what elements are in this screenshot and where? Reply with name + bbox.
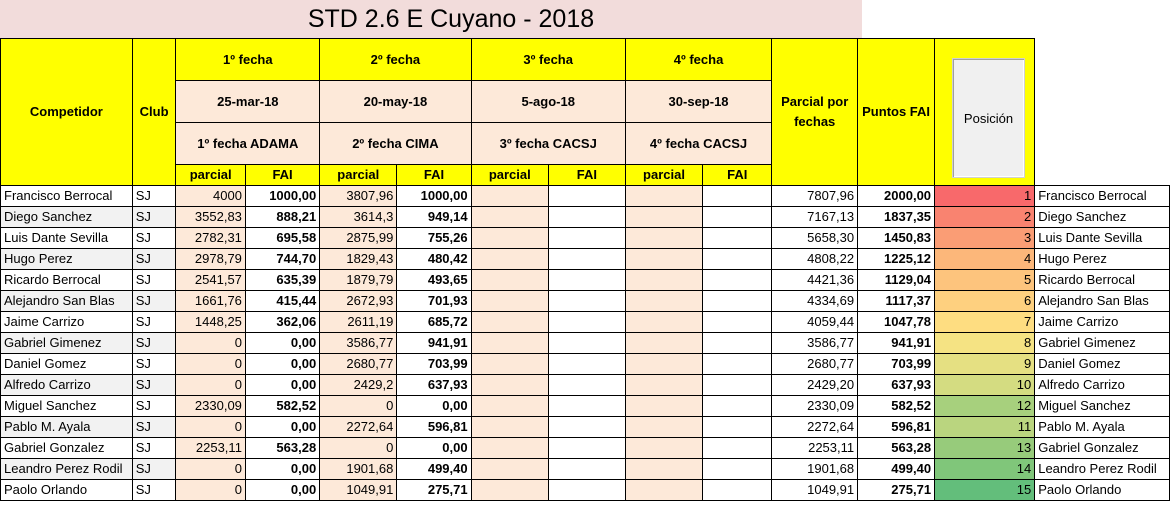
fai-points-cell[interactable]: 499,40 (858, 459, 935, 480)
competitor-name[interactable]: Miguel Sanchez (1, 396, 133, 417)
fai-4-cell[interactable] (703, 480, 772, 501)
fai-3-cell[interactable] (548, 354, 625, 375)
fai-1-cell[interactable]: 582,52 (245, 396, 319, 417)
fai-2-cell[interactable]: 755,26 (397, 228, 471, 249)
competitor-name[interactable]: Gabriel Gimenez (1, 333, 133, 354)
parcial-1-cell[interactable]: 4000 (176, 186, 245, 207)
club-cell[interactable]: SJ (132, 396, 176, 417)
position-cell[interactable]: 4 (935, 249, 1035, 270)
parcial-2-cell[interactable]: 2875,99 (320, 228, 397, 249)
partial-total-cell[interactable]: 4059,44 (772, 312, 858, 333)
parcial-4-cell[interactable] (625, 249, 702, 270)
ranked-name-cell[interactable]: Daniel Gomez (1035, 354, 1170, 375)
ranked-name-cell[interactable]: Pablo M. Ayala (1035, 417, 1170, 438)
fai-4-cell[interactable] (703, 438, 772, 459)
parcial-3-cell[interactable] (471, 375, 548, 396)
fai-1-cell[interactable]: 635,39 (245, 270, 319, 291)
parcial-1-cell[interactable]: 0 (176, 333, 245, 354)
fai-1-cell[interactable]: 563,28 (245, 438, 319, 459)
parcial-header-2: parcial (320, 165, 397, 186)
fai-4-cell[interactable] (703, 186, 772, 207)
parcial-4-cell[interactable] (625, 480, 702, 501)
event-3: 3º fecha CACSJ (471, 123, 625, 165)
date-3: 5-ago-18 (471, 81, 625, 123)
fai-2-cell[interactable]: 637,93 (397, 375, 471, 396)
parcial-2-cell[interactable]: 3614,3 (320, 207, 397, 228)
parcial-3-cell[interactable] (471, 186, 548, 207)
competitor-name[interactable]: Jaime Carrizo (1, 312, 133, 333)
partial-total-cell[interactable]: 2429,20 (772, 375, 858, 396)
fai-2-cell[interactable]: 275,71 (397, 480, 471, 501)
partial-total-cell[interactable]: 7167,13 (772, 207, 858, 228)
parcial-2-cell[interactable]: 3807,96 (320, 186, 397, 207)
fai-header-3: FAI (548, 165, 625, 186)
parcial-2-cell[interactable]: 2611,19 (320, 312, 397, 333)
round-1-header: 1º fecha (176, 39, 320, 81)
parcial-2-cell[interactable]: 2429,2 (320, 375, 397, 396)
parcial-header-4: parcial (625, 165, 702, 186)
position-cell[interactable]: 1 (935, 186, 1035, 207)
club-cell[interactable]: SJ (132, 249, 176, 270)
fai-4-cell[interactable] (703, 354, 772, 375)
ranked-name-cell[interactable]: Gabriel Gimenez (1035, 333, 1170, 354)
table-row (1, 354, 1170, 375)
parcial-3-cell[interactable] (471, 207, 548, 228)
fai-2-cell[interactable]: 493,65 (397, 270, 471, 291)
fai-3-cell[interactable] (548, 312, 625, 333)
fai-1-cell[interactable]: 888,21 (245, 207, 319, 228)
fai-points-cell[interactable]: 1047,78 (858, 312, 935, 333)
club-cell[interactable]: SJ (132, 312, 176, 333)
fai-points-cell[interactable]: 1837,35 (858, 207, 935, 228)
table-row (1, 396, 1170, 417)
fai-4-cell[interactable] (703, 396, 772, 417)
parcial-1-cell[interactable]: 3552,83 (176, 207, 245, 228)
position-cell[interactable]: 9 (935, 354, 1035, 375)
parcial-2-cell[interactable]: 1049,91 (320, 480, 397, 501)
parcial-2-cell[interactable]: 0 (320, 396, 397, 417)
table-row (1, 375, 1170, 396)
fai-4-cell[interactable] (703, 417, 772, 438)
competitor-name[interactable]: Gabriel Gonzalez (1, 438, 133, 459)
ranked-name-cell[interactable]: Alejandro San Blas (1035, 291, 1170, 312)
position-cell[interactable]: 12 (935, 396, 1035, 417)
club-cell[interactable]: SJ (132, 375, 176, 396)
fai-4-cell[interactable] (703, 228, 772, 249)
parcial-4-cell[interactable] (625, 438, 702, 459)
parcial-1-cell[interactable]: 2541,57 (176, 270, 245, 291)
fai-4-cell[interactable] (703, 333, 772, 354)
ranked-name-cell[interactable]: Jaime Carrizo (1035, 312, 1170, 333)
partial-total-cell[interactable]: 3586,77 (772, 333, 858, 354)
fai-3-cell[interactable] (548, 438, 625, 459)
fai-1-cell[interactable]: 1000,00 (245, 186, 319, 207)
parcial-1-cell[interactable]: 0 (176, 417, 245, 438)
fai-points-cell[interactable]: 596,81 (858, 417, 935, 438)
position-cell[interactable]: 10 (935, 375, 1035, 396)
parcial-3-cell[interactable] (471, 459, 548, 480)
fai-2-cell[interactable]: 949,14 (397, 207, 471, 228)
parcial-3-cell[interactable] (471, 438, 548, 459)
fai-3-cell[interactable] (548, 228, 625, 249)
parcial-2-cell[interactable]: 2680,77 (320, 354, 397, 375)
fai-3-cell[interactable] (548, 480, 625, 501)
fai-3-cell[interactable] (548, 417, 625, 438)
fai-2-cell[interactable]: 1000,00 (397, 186, 471, 207)
club-cell[interactable]: SJ (132, 207, 176, 228)
fai-3-cell[interactable] (548, 459, 625, 480)
fai-points-cell[interactable]: 941,91 (858, 333, 935, 354)
fai-4-cell[interactable] (703, 375, 772, 396)
fai-4-cell[interactable] (703, 312, 772, 333)
table-row (1, 417, 1170, 438)
competitor-name[interactable]: Pablo M. Ayala (1, 417, 133, 438)
parcial-1-cell[interactable]: 2782,31 (176, 228, 245, 249)
parcial-2-cell[interactable]: 1879,79 (320, 270, 397, 291)
fai-header-4: FAI (703, 165, 772, 186)
fai-points-cell[interactable]: 2000,00 (858, 186, 935, 207)
fai-1-cell[interactable]: 744,70 (245, 249, 319, 270)
table-row (1, 249, 1170, 270)
club-cell[interactable]: SJ (132, 417, 176, 438)
position-cell[interactable]: 13 (935, 438, 1035, 459)
fai-4-cell[interactable] (703, 207, 772, 228)
fai-3-cell[interactable] (548, 291, 625, 312)
club-cell[interactable]: SJ (132, 459, 176, 480)
position-cell[interactable]: 15 (935, 480, 1035, 501)
ranked-name-cell[interactable]: Paolo Orlando (1035, 480, 1170, 501)
fai-points-cell[interactable]: 582,52 (858, 396, 935, 417)
parcial-3-cell[interactable] (471, 417, 548, 438)
position-cell[interactable]: 14 (935, 459, 1035, 480)
competitor-name[interactable]: Hugo Perez (1, 249, 133, 270)
fai-points-header: Puntos FAI (858, 39, 935, 186)
fai-1-cell[interactable]: 0,00 (245, 375, 319, 396)
table-row (1, 228, 1170, 249)
ranked-name-cell[interactable]: Luis Dante Sevilla (1035, 228, 1170, 249)
table-row (1, 291, 1170, 312)
parcial-3-cell[interactable] (471, 396, 548, 417)
competitor-name[interactable]: Diego Sanchez (1, 207, 133, 228)
club-cell[interactable]: SJ (132, 333, 176, 354)
parcial-1-cell[interactable]: 0 (176, 459, 245, 480)
competitor-name[interactable]: Ricardo Berrocal (1, 270, 133, 291)
competitor-name[interactable]: Luis Dante Sevilla (1, 228, 133, 249)
parcial-2-cell[interactable]: 2672,93 (320, 291, 397, 312)
parcial-2-cell[interactable]: 0 (320, 438, 397, 459)
fai-points-cell[interactable]: 1129,04 (858, 270, 935, 291)
parcial-4-cell[interactable] (625, 417, 702, 438)
fai-4-cell[interactable] (703, 249, 772, 270)
parcial-3-cell[interactable] (471, 270, 548, 291)
fai-1-cell[interactable]: 0,00 (245, 480, 319, 501)
partial-total-cell[interactable]: 4334,69 (772, 291, 858, 312)
competitor-header: Competidor (1, 39, 133, 186)
ranked-name-cell[interactable]: Leandro Perez Rodil (1035, 459, 1170, 480)
parcial-4-cell[interactable] (625, 186, 702, 207)
position-cell[interactable]: 5 (935, 270, 1035, 291)
parcial-header-1: parcial (176, 165, 245, 186)
date-4: 30-sep-18 (625, 81, 771, 123)
position-cell[interactable]: 11 (935, 417, 1035, 438)
parcial-3-cell[interactable] (471, 354, 548, 375)
partial-total-cell[interactable]: 1901,68 (772, 459, 858, 480)
partial-total-cell[interactable]: 2272,64 (772, 417, 858, 438)
ranked-name-cell[interactable]: Alfredo Carrizo (1035, 375, 1170, 396)
fai-3-cell[interactable] (548, 375, 625, 396)
position-cell[interactable]: 2 (935, 207, 1035, 228)
parcial-2-cell[interactable]: 1829,43 (320, 249, 397, 270)
competitor-name[interactable]: Daniel Gomez (1, 354, 133, 375)
event-4: 4º fecha CACSJ (625, 123, 771, 165)
fai-4-cell[interactable] (703, 459, 772, 480)
fai-points-cell[interactable]: 1225,12 (858, 249, 935, 270)
competitor-name[interactable]: Francisco Berrocal (1, 186, 133, 207)
round-2-header: 2º fecha (320, 39, 471, 81)
position-cell[interactable]: 8 (935, 333, 1035, 354)
parcial-2-cell[interactable]: 3586,77 (320, 333, 397, 354)
fai-3-cell[interactable] (548, 207, 625, 228)
fai-1-cell[interactable]: 415,44 (245, 291, 319, 312)
club-cell[interactable]: SJ (132, 291, 176, 312)
parcial-1-cell[interactable]: 0 (176, 480, 245, 501)
fai-1-cell[interactable]: 0,00 (245, 417, 319, 438)
fai-2-cell[interactable]: 703,99 (397, 354, 471, 375)
parcial-2-cell[interactable]: 1901,68 (320, 459, 397, 480)
fai-1-cell[interactable]: 695,58 (245, 228, 319, 249)
table-row (1, 186, 1170, 207)
fai-header-2: FAI (397, 165, 471, 186)
parcial-3-cell[interactable] (471, 249, 548, 270)
parcial-4-cell[interactable] (625, 228, 702, 249)
fai-1-cell[interactable]: 0,00 (245, 354, 319, 375)
ranked-name-cell[interactable]: Miguel Sanchez (1035, 396, 1170, 417)
competitor-name[interactable]: Leandro Perez Rodil (1, 459, 133, 480)
ranked-name-cell[interactable]: Ricardo Berrocal (1035, 270, 1170, 291)
position-cell[interactable]: 7 (935, 312, 1035, 333)
table-row (1, 480, 1170, 501)
partial-total-cell[interactable]: 1049,91 (772, 480, 858, 501)
partial-total-cell[interactable]: 4421,36 (772, 270, 858, 291)
partial-total-cell[interactable]: 4808,22 (772, 249, 858, 270)
partial-total-cell[interactable]: 2680,77 (772, 354, 858, 375)
fai-1-cell[interactable]: 0,00 (245, 333, 319, 354)
parcial-3-cell[interactable] (471, 291, 548, 312)
club-cell[interactable]: SJ (132, 228, 176, 249)
fai-points-cell[interactable]: 637,93 (858, 375, 935, 396)
partial-total-cell[interactable]: 2330,09 (772, 396, 858, 417)
ranked-name-cell[interactable]: Hugo Perez (1035, 249, 1170, 270)
fai-points-cell[interactable]: 1117,37 (858, 291, 935, 312)
club-header: Club (132, 39, 176, 186)
parcial-4-cell[interactable] (625, 333, 702, 354)
ranked-name-cell[interactable]: Francisco Berrocal (1035, 186, 1170, 207)
fai-2-cell[interactable]: 499,40 (397, 459, 471, 480)
event-2: 2º fecha CIMA (320, 123, 471, 165)
fai-2-cell[interactable]: 0,00 (397, 438, 471, 459)
parcial-4-cell[interactable] (625, 459, 702, 480)
parcial-4-cell[interactable] (625, 312, 702, 333)
parcial-3-cell[interactable] (471, 480, 548, 501)
club-cell[interactable]: SJ (132, 438, 176, 459)
fai-2-cell[interactable]: 685,72 (397, 312, 471, 333)
competitor-name[interactable]: Paolo Orlando (1, 480, 133, 501)
table-row (1, 438, 1170, 459)
fai-3-cell[interactable] (548, 333, 625, 354)
competitor-name[interactable]: Alejandro San Blas (1, 291, 133, 312)
fai-4-cell[interactable] (703, 270, 772, 291)
ranked-name-cell[interactable]: Gabriel Gonzalez (1035, 438, 1170, 459)
fai-3-cell[interactable] (548, 396, 625, 417)
parcial-4-cell[interactable] (625, 291, 702, 312)
fai-header-1: FAI (245, 165, 319, 186)
position-cell[interactable]: 3 (935, 228, 1035, 249)
table-row (1, 312, 1170, 333)
table-row (1, 270, 1170, 291)
club-cell[interactable]: SJ (132, 270, 176, 291)
parcial-3-cell[interactable] (471, 312, 548, 333)
fai-points-cell[interactable]: 563,28 (858, 438, 935, 459)
parcial-4-cell[interactable] (625, 270, 702, 291)
parcial-3-cell[interactable] (471, 228, 548, 249)
parcial-4-cell[interactable] (625, 396, 702, 417)
partial-total-cell[interactable]: 7807,96 (772, 186, 858, 207)
date-2: 20-may-18 (320, 81, 471, 123)
fai-2-cell[interactable]: 480,42 (397, 249, 471, 270)
partial-total-cell[interactable]: 2253,11 (772, 438, 858, 459)
position-cell[interactable]: 6 (935, 291, 1035, 312)
parcial-1-cell[interactable]: 0 (176, 354, 245, 375)
partial-total-cell[interactable]: 5658,30 (772, 228, 858, 249)
parcial-1-cell[interactable]: 0 (176, 375, 245, 396)
sheet-title: STD 2.6 E Cuyano - 2018 (307, 4, 595, 33)
club-cell[interactable]: SJ (132, 480, 176, 501)
parcial-header-3: parcial (471, 165, 548, 186)
fai-points-cell[interactable]: 703,99 (858, 354, 935, 375)
club-cell[interactable]: SJ (132, 186, 176, 207)
event-1: 1º fecha ADAMA (176, 123, 320, 165)
fai-points-cell[interactable]: 275,71 (858, 480, 935, 501)
fai-2-cell[interactable]: 596,81 (397, 417, 471, 438)
parcial-1-cell[interactable]: 2978,79 (176, 249, 245, 270)
round-3-header: 3º fecha (471, 39, 625, 81)
fai-3-cell[interactable] (548, 186, 625, 207)
parcial-4-cell[interactable] (625, 207, 702, 228)
date-1: 25-mar-18 (176, 81, 320, 123)
parcial-1-cell[interactable]: 1661,76 (176, 291, 245, 312)
ranked-name-cell[interactable]: Diego Sanchez (1035, 207, 1170, 228)
parcial-1-cell[interactable]: 2253,11 (176, 438, 245, 459)
fai-points-cell[interactable]: 1450,83 (858, 228, 935, 249)
fai-2-cell[interactable]: 0,00 (397, 396, 471, 417)
competitor-name[interactable]: Alfredo Carrizo (1, 375, 133, 396)
fai-3-cell[interactable] (548, 270, 625, 291)
fai-2-cell[interactable]: 701,93 (397, 291, 471, 312)
parcial-3-cell[interactable] (471, 333, 548, 354)
partial-total-header: Parcial por fechas (772, 39, 858, 186)
parcial-4-cell[interactable] (625, 375, 702, 396)
table-row (1, 333, 1170, 354)
fai-1-cell[interactable]: 0,00 (245, 459, 319, 480)
fai-2-cell[interactable]: 941,91 (397, 333, 471, 354)
fai-1-cell[interactable]: 362,06 (245, 312, 319, 333)
table-row (1, 459, 1170, 480)
parcial-4-cell[interactable] (625, 354, 702, 375)
fai-3-cell[interactable] (548, 249, 625, 270)
parcial-2-cell[interactable]: 2272,64 (320, 417, 397, 438)
round-4-header: 4º fecha (625, 39, 771, 81)
parcial-1-cell[interactable]: 1448,25 (176, 312, 245, 333)
club-cell[interactable]: SJ (132, 354, 176, 375)
fai-4-cell[interactable] (703, 291, 772, 312)
parcial-1-cell[interactable]: 2330,09 (176, 396, 245, 417)
position-button[interactable]: Posición (952, 58, 1025, 178)
table-row (1, 207, 1170, 228)
